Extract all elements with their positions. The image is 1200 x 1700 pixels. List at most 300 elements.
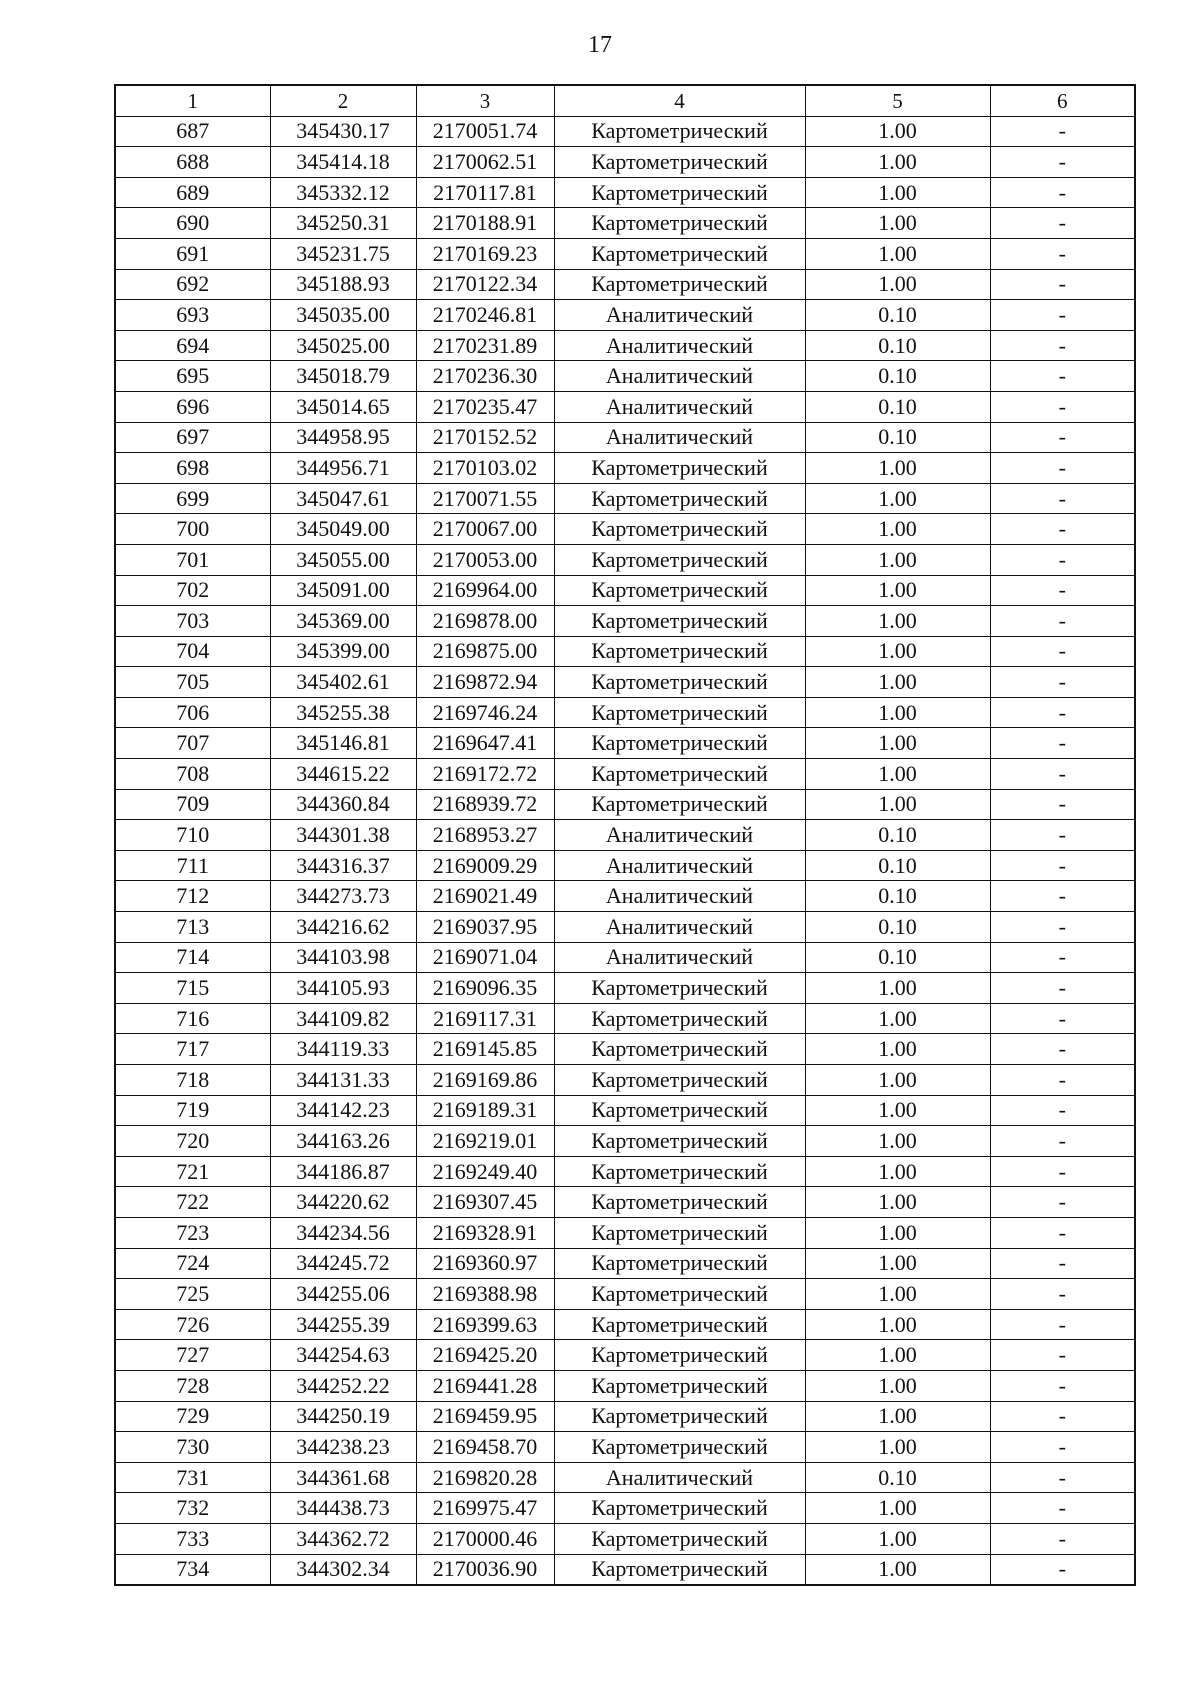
- point-number-cell: 728: [115, 1370, 270, 1401]
- accuracy-cell: 1.00: [805, 116, 990, 147]
- note-cell: -: [990, 483, 1135, 514]
- accuracy-cell: 1.00: [805, 1095, 990, 1126]
- method-cell: Аналитический: [554, 300, 805, 331]
- column-header: 5: [805, 85, 990, 116]
- table-row: [115, 1248, 1135, 1279]
- method-cell: Картометрический: [554, 116, 805, 147]
- table-row: [115, 208, 1135, 239]
- note-cell: -: [990, 820, 1135, 851]
- coordinate-x-cell: 345091.00: [270, 575, 416, 606]
- coordinate-x-cell: 344302.34: [270, 1554, 416, 1585]
- method-cell: Картометрический: [554, 483, 805, 514]
- coordinate-y-cell: 2170188.91: [416, 208, 554, 239]
- point-number-cell: 724: [115, 1248, 270, 1279]
- method-cell: Картометрический: [554, 269, 805, 300]
- table-row: [115, 667, 1135, 698]
- table-row: [115, 1462, 1135, 1493]
- table-row: [115, 1493, 1135, 1524]
- accuracy-cell: 0.10: [805, 330, 990, 361]
- coordinate-x-cell: 345332.12: [270, 177, 416, 208]
- coordinate-y-cell: 2169189.31: [416, 1095, 554, 1126]
- note-cell: -: [990, 116, 1135, 147]
- table-row: [115, 1156, 1135, 1187]
- method-cell: Картометрический: [554, 1034, 805, 1065]
- accuracy-cell: 1.00: [805, 453, 990, 484]
- method-cell: Аналитический: [554, 391, 805, 422]
- coordinate-y-cell: 2170062.51: [416, 147, 554, 178]
- coordinate-y-cell: 2169964.00: [416, 575, 554, 606]
- note-cell: -: [990, 1523, 1135, 1554]
- coordinate-x-cell: 345430.17: [270, 116, 416, 147]
- coordinate-y-cell: 2169360.97: [416, 1248, 554, 1279]
- table-row: [115, 1370, 1135, 1401]
- accuracy-cell: 1.00: [805, 1401, 990, 1432]
- method-cell: Картометрический: [554, 667, 805, 698]
- point-number-cell: 689: [115, 177, 270, 208]
- method-cell: Картометрический: [554, 575, 805, 606]
- coordinate-x-cell: 345035.00: [270, 300, 416, 331]
- point-number-cell: 722: [115, 1187, 270, 1218]
- method-cell: Аналитический: [554, 422, 805, 453]
- table-row: [115, 1554, 1135, 1585]
- note-cell: -: [990, 1309, 1135, 1340]
- point-number-cell: 731: [115, 1462, 270, 1493]
- coordinate-y-cell: 2169169.86: [416, 1065, 554, 1096]
- accuracy-cell: 1.00: [805, 606, 990, 637]
- note-cell: -: [990, 973, 1135, 1004]
- point-number-cell: 721: [115, 1156, 270, 1187]
- note-cell: -: [990, 1095, 1135, 1126]
- coordinate-y-cell: 2168953.27: [416, 820, 554, 851]
- accuracy-cell: 1.00: [805, 973, 990, 1004]
- accuracy-cell: 0.10: [805, 850, 990, 881]
- table-row: [115, 269, 1135, 300]
- table-row: [115, 820, 1135, 851]
- point-number-cell: 714: [115, 942, 270, 973]
- note-cell: -: [990, 881, 1135, 912]
- point-number-cell: 696: [115, 391, 270, 422]
- point-number-cell: 708: [115, 759, 270, 790]
- table-row: [115, 1340, 1135, 1371]
- note-cell: -: [990, 1432, 1135, 1463]
- coordinate-y-cell: 2169009.29: [416, 850, 554, 881]
- point-number-cell: 695: [115, 361, 270, 392]
- point-number-cell: 727: [115, 1340, 270, 1371]
- coordinate-y-cell: 2169249.40: [416, 1156, 554, 1187]
- note-cell: -: [990, 514, 1135, 545]
- point-number-cell: 734: [115, 1554, 270, 1585]
- coordinate-y-cell: 2170122.34: [416, 269, 554, 300]
- accuracy-cell: 1.00: [805, 1554, 990, 1585]
- coordinate-x-cell: 344301.38: [270, 820, 416, 851]
- accuracy-cell: 1.00: [805, 1279, 990, 1310]
- note-cell: -: [990, 391, 1135, 422]
- method-cell: Картометрический: [554, 1279, 805, 1310]
- point-number-cell: 688: [115, 147, 270, 178]
- accuracy-cell: 1.00: [805, 636, 990, 667]
- note-cell: -: [990, 575, 1135, 606]
- coordinate-y-cell: 2170235.47: [416, 391, 554, 422]
- method-cell: Картометрический: [554, 208, 805, 239]
- table-row: [115, 1432, 1135, 1463]
- coordinate-y-cell: 2169219.01: [416, 1126, 554, 1157]
- note-cell: -: [990, 942, 1135, 973]
- accuracy-cell: 1.00: [805, 269, 990, 300]
- table-row: [115, 1279, 1135, 1310]
- coordinate-x-cell: 344958.95: [270, 422, 416, 453]
- note-cell: -: [990, 1126, 1135, 1157]
- note-cell: -: [990, 1279, 1135, 1310]
- table-body: [115, 116, 1135, 1585]
- table-row: [115, 1401, 1135, 1432]
- method-cell: Картометрический: [554, 1065, 805, 1096]
- coordinate-x-cell: 344250.19: [270, 1401, 416, 1432]
- coordinate-y-cell: 2168939.72: [416, 789, 554, 820]
- point-number-cell: 703: [115, 606, 270, 637]
- note-cell: -: [990, 269, 1135, 300]
- coordinate-y-cell: 2169388.98: [416, 1279, 554, 1310]
- coordinate-x-cell: 344360.84: [270, 789, 416, 820]
- table-row: [115, 1065, 1135, 1096]
- point-number-cell: 715: [115, 973, 270, 1004]
- accuracy-cell: 1.00: [805, 575, 990, 606]
- note-cell: -: [990, 1034, 1135, 1065]
- coordinate-y-cell: 2170231.89: [416, 330, 554, 361]
- table-row: [115, 1003, 1135, 1034]
- note-cell: -: [990, 208, 1135, 239]
- coordinate-y-cell: 2170246.81: [416, 300, 554, 331]
- point-number-cell: 701: [115, 544, 270, 575]
- accuracy-cell: 1.00: [805, 1187, 990, 1218]
- coordinate-x-cell: 345414.18: [270, 147, 416, 178]
- note-cell: -: [990, 1370, 1135, 1401]
- accuracy-cell: 1.00: [805, 1248, 990, 1279]
- coordinate-x-cell: 344234.56: [270, 1217, 416, 1248]
- coordinate-x-cell: 345055.00: [270, 544, 416, 575]
- note-cell: -: [990, 422, 1135, 453]
- note-cell: -: [990, 177, 1135, 208]
- method-cell: Аналитический: [554, 912, 805, 943]
- coordinate-x-cell: 345049.00: [270, 514, 416, 545]
- coordinate-x-cell: 345047.61: [270, 483, 416, 514]
- table-row: [115, 1217, 1135, 1248]
- coordinate-x-cell: 344273.73: [270, 881, 416, 912]
- point-number-cell: 718: [115, 1065, 270, 1096]
- method-cell: Картометрический: [554, 728, 805, 759]
- point-number-cell: 698: [115, 453, 270, 484]
- coordinate-y-cell: 2169875.00: [416, 636, 554, 667]
- table-row: [115, 1309, 1135, 1340]
- accuracy-cell: 1.00: [805, 238, 990, 269]
- coordinate-y-cell: 2169037.95: [416, 912, 554, 943]
- coordinate-x-cell: 345188.93: [270, 269, 416, 300]
- coordinate-x-cell: 344361.68: [270, 1462, 416, 1493]
- point-number-cell: 694: [115, 330, 270, 361]
- accuracy-cell: 0.10: [805, 422, 990, 453]
- note-cell: -: [990, 850, 1135, 881]
- coordinate-x-cell: 344255.39: [270, 1309, 416, 1340]
- accuracy-cell: 1.00: [805, 1370, 990, 1401]
- point-number-cell: 730: [115, 1432, 270, 1463]
- note-cell: -: [990, 1554, 1135, 1585]
- accuracy-cell: 1.00: [805, 483, 990, 514]
- note-cell: -: [990, 1003, 1135, 1034]
- note-cell: -: [990, 667, 1135, 698]
- coordinate-x-cell: 344186.87: [270, 1156, 416, 1187]
- point-number-cell: 717: [115, 1034, 270, 1065]
- note-cell: -: [990, 789, 1135, 820]
- method-cell: Картометрический: [554, 238, 805, 269]
- note-cell: -: [990, 238, 1135, 269]
- table-row: [115, 1095, 1135, 1126]
- table-header: [115, 85, 1135, 116]
- table-row: [115, 116, 1135, 147]
- accuracy-cell: 1.00: [805, 544, 990, 575]
- coordinate-y-cell: 2169145.85: [416, 1034, 554, 1065]
- table-row: [115, 483, 1135, 514]
- accuracy-cell: 0.10: [805, 881, 990, 912]
- accuracy-cell: 0.10: [805, 361, 990, 392]
- coordinate-y-cell: 2170071.55: [416, 483, 554, 514]
- method-cell: Аналитический: [554, 881, 805, 912]
- table-row: [115, 636, 1135, 667]
- coordinate-y-cell: 2170053.00: [416, 544, 554, 575]
- table-row: [115, 606, 1135, 637]
- point-number-cell: 690: [115, 208, 270, 239]
- point-number-cell: 733: [115, 1523, 270, 1554]
- point-number-cell: 705: [115, 667, 270, 698]
- method-cell: Картометрический: [554, 453, 805, 484]
- header-row: [115, 85, 1135, 116]
- method-cell: Картометрический: [554, 1432, 805, 1463]
- method-cell: Картометрический: [554, 1370, 805, 1401]
- column-header: 2: [270, 85, 416, 116]
- point-number-cell: 691: [115, 238, 270, 269]
- note-cell: -: [990, 330, 1135, 361]
- coordinate-y-cell: 2169878.00: [416, 606, 554, 637]
- point-number-cell: 699: [115, 483, 270, 514]
- coordinate-x-cell: 344109.82: [270, 1003, 416, 1034]
- note-cell: -: [990, 1493, 1135, 1524]
- method-cell: Картометрический: [554, 1401, 805, 1432]
- coordinate-x-cell: 345402.61: [270, 667, 416, 698]
- coordinate-y-cell: 2169820.28: [416, 1462, 554, 1493]
- table-row: [115, 147, 1135, 178]
- table-row: [115, 177, 1135, 208]
- coordinate-x-cell: 345231.75: [270, 238, 416, 269]
- point-number-cell: 723: [115, 1217, 270, 1248]
- table-row: [115, 1187, 1135, 1218]
- method-cell: Картометрический: [554, 1340, 805, 1371]
- coordinate-y-cell: 2169399.63: [416, 1309, 554, 1340]
- table-row: [115, 361, 1135, 392]
- note-cell: -: [990, 728, 1135, 759]
- table-row: [115, 728, 1135, 759]
- coordinate-y-cell: 2169872.94: [416, 667, 554, 698]
- method-cell: Аналитический: [554, 361, 805, 392]
- point-number-cell: 729: [115, 1401, 270, 1432]
- point-number-cell: 692: [115, 269, 270, 300]
- method-cell: Аналитический: [554, 942, 805, 973]
- accuracy-cell: 0.10: [805, 820, 990, 851]
- coordinate-x-cell: 344142.23: [270, 1095, 416, 1126]
- note-cell: -: [990, 1187, 1135, 1218]
- accuracy-cell: 1.00: [805, 1003, 990, 1034]
- accuracy-cell: 0.10: [805, 912, 990, 943]
- point-number-cell: 712: [115, 881, 270, 912]
- column-header: 1: [115, 85, 270, 116]
- note-cell: -: [990, 147, 1135, 178]
- point-number-cell: 706: [115, 697, 270, 728]
- table-row: [115, 391, 1135, 422]
- table-row: [115, 1523, 1135, 1554]
- point-number-cell: 713: [115, 912, 270, 943]
- coordinate-x-cell: 344119.33: [270, 1034, 416, 1065]
- coordinate-x-cell: 344220.62: [270, 1187, 416, 1218]
- point-number-cell: 720: [115, 1126, 270, 1157]
- note-cell: -: [990, 544, 1135, 575]
- accuracy-cell: 1.00: [805, 208, 990, 239]
- coordinate-y-cell: 2169647.41: [416, 728, 554, 759]
- note-cell: -: [990, 1340, 1135, 1371]
- point-number-cell: 716: [115, 1003, 270, 1034]
- accuracy-cell: 0.10: [805, 1462, 990, 1493]
- note-cell: -: [990, 1462, 1135, 1493]
- point-number-cell: 725: [115, 1279, 270, 1310]
- method-cell: Аналитический: [554, 1462, 805, 1493]
- note-cell: -: [990, 606, 1135, 637]
- point-number-cell: 719: [115, 1095, 270, 1126]
- method-cell: Картометрический: [554, 544, 805, 575]
- coordinate-y-cell: 2169459.95: [416, 1401, 554, 1432]
- page-number: 17: [588, 32, 612, 58]
- note-cell: -: [990, 912, 1135, 943]
- coordinate-y-cell: 2170117.81: [416, 177, 554, 208]
- method-cell: Картометрический: [554, 1095, 805, 1126]
- table-row: [115, 973, 1135, 1004]
- coordinate-x-cell: 344438.73: [270, 1493, 416, 1524]
- method-cell: Аналитический: [554, 330, 805, 361]
- coordinate-x-cell: 344245.72: [270, 1248, 416, 1279]
- method-cell: Картометрический: [554, 1217, 805, 1248]
- note-cell: -: [990, 1217, 1135, 1248]
- coordinate-y-cell: 2170067.00: [416, 514, 554, 545]
- coordinate-x-cell: 344254.63: [270, 1340, 416, 1371]
- table-row: [115, 330, 1135, 361]
- column-header: 4: [554, 85, 805, 116]
- point-number-cell: 711: [115, 850, 270, 881]
- coordinate-x-cell: 345014.65: [270, 391, 416, 422]
- accuracy-cell: 1.00: [805, 514, 990, 545]
- point-number-cell: 687: [115, 116, 270, 147]
- method-cell: Картометрический: [554, 514, 805, 545]
- accuracy-cell: 1.00: [805, 1217, 990, 1248]
- coordinate-x-cell: 344615.22: [270, 759, 416, 790]
- table-row: [115, 759, 1135, 790]
- coordinate-y-cell: 2170036.90: [416, 1554, 554, 1585]
- method-cell: Картометрический: [554, 606, 805, 637]
- coordinates-table: [114, 84, 1136, 1586]
- coordinate-y-cell: 2169117.31: [416, 1003, 554, 1034]
- accuracy-cell: 0.10: [805, 391, 990, 422]
- table-row: [115, 544, 1135, 575]
- coordinate-x-cell: 344163.26: [270, 1126, 416, 1157]
- table-row: [115, 912, 1135, 943]
- method-cell: Картометрический: [554, 1554, 805, 1585]
- note-cell: -: [990, 1065, 1135, 1096]
- coordinate-y-cell: 2170152.52: [416, 422, 554, 453]
- method-cell: Картометрический: [554, 1156, 805, 1187]
- note-cell: -: [990, 697, 1135, 728]
- point-number-cell: 704: [115, 636, 270, 667]
- point-number-cell: 700: [115, 514, 270, 545]
- method-cell: Картометрический: [554, 1248, 805, 1279]
- point-number-cell: 702: [115, 575, 270, 606]
- method-cell: Картометрический: [554, 147, 805, 178]
- coordinate-x-cell: 344252.22: [270, 1370, 416, 1401]
- method-cell: Картометрический: [554, 177, 805, 208]
- accuracy-cell: 1.00: [805, 1523, 990, 1554]
- accuracy-cell: 1.00: [805, 759, 990, 790]
- coordinate-x-cell: 344131.33: [270, 1065, 416, 1096]
- coordinate-y-cell: 2169096.35: [416, 973, 554, 1004]
- coordinate-x-cell: 345369.00: [270, 606, 416, 637]
- coordinate-y-cell: 2170236.30: [416, 361, 554, 392]
- accuracy-cell: 1.00: [805, 147, 990, 178]
- point-number-cell: 710: [115, 820, 270, 851]
- method-cell: Картометрический: [554, 759, 805, 790]
- coordinate-x-cell: 345250.31: [270, 208, 416, 239]
- table-row: [115, 238, 1135, 269]
- table-row: [115, 300, 1135, 331]
- accuracy-cell: 1.00: [805, 789, 990, 820]
- coordinate-y-cell: 2169441.28: [416, 1370, 554, 1401]
- method-cell: Картометрический: [554, 1187, 805, 1218]
- coordinate-x-cell: 344216.62: [270, 912, 416, 943]
- method-cell: Аналитический: [554, 820, 805, 851]
- note-cell: -: [990, 300, 1135, 331]
- table-row: [115, 850, 1135, 881]
- point-number-cell: 707: [115, 728, 270, 759]
- coordinate-y-cell: 2170169.23: [416, 238, 554, 269]
- coordinate-x-cell: 344238.23: [270, 1432, 416, 1463]
- table-row: [115, 881, 1135, 912]
- method-cell: Картометрический: [554, 1003, 805, 1034]
- table-row: [115, 942, 1135, 973]
- note-cell: -: [990, 453, 1135, 484]
- coordinate-x-cell: 344316.37: [270, 850, 416, 881]
- accuracy-cell: 1.00: [805, 177, 990, 208]
- method-cell: Аналитический: [554, 850, 805, 881]
- coordinate-x-cell: 345025.00: [270, 330, 416, 361]
- table-row: [115, 1034, 1135, 1065]
- table-row: [115, 514, 1135, 545]
- method-cell: Картометрический: [554, 973, 805, 1004]
- coordinate-y-cell: 2170103.02: [416, 453, 554, 484]
- method-cell: Картометрический: [554, 636, 805, 667]
- method-cell: Картометрический: [554, 1523, 805, 1554]
- coordinate-x-cell: 344103.98: [270, 942, 416, 973]
- point-number-cell: 697: [115, 422, 270, 453]
- table-row: [115, 453, 1135, 484]
- point-number-cell: 693: [115, 300, 270, 331]
- method-cell: Картометрический: [554, 697, 805, 728]
- note-cell: -: [990, 1156, 1135, 1187]
- coordinate-x-cell: 345146.81: [270, 728, 416, 759]
- point-number-cell: 732: [115, 1493, 270, 1524]
- accuracy-cell: 1.00: [805, 1493, 990, 1524]
- accuracy-cell: 1.00: [805, 667, 990, 698]
